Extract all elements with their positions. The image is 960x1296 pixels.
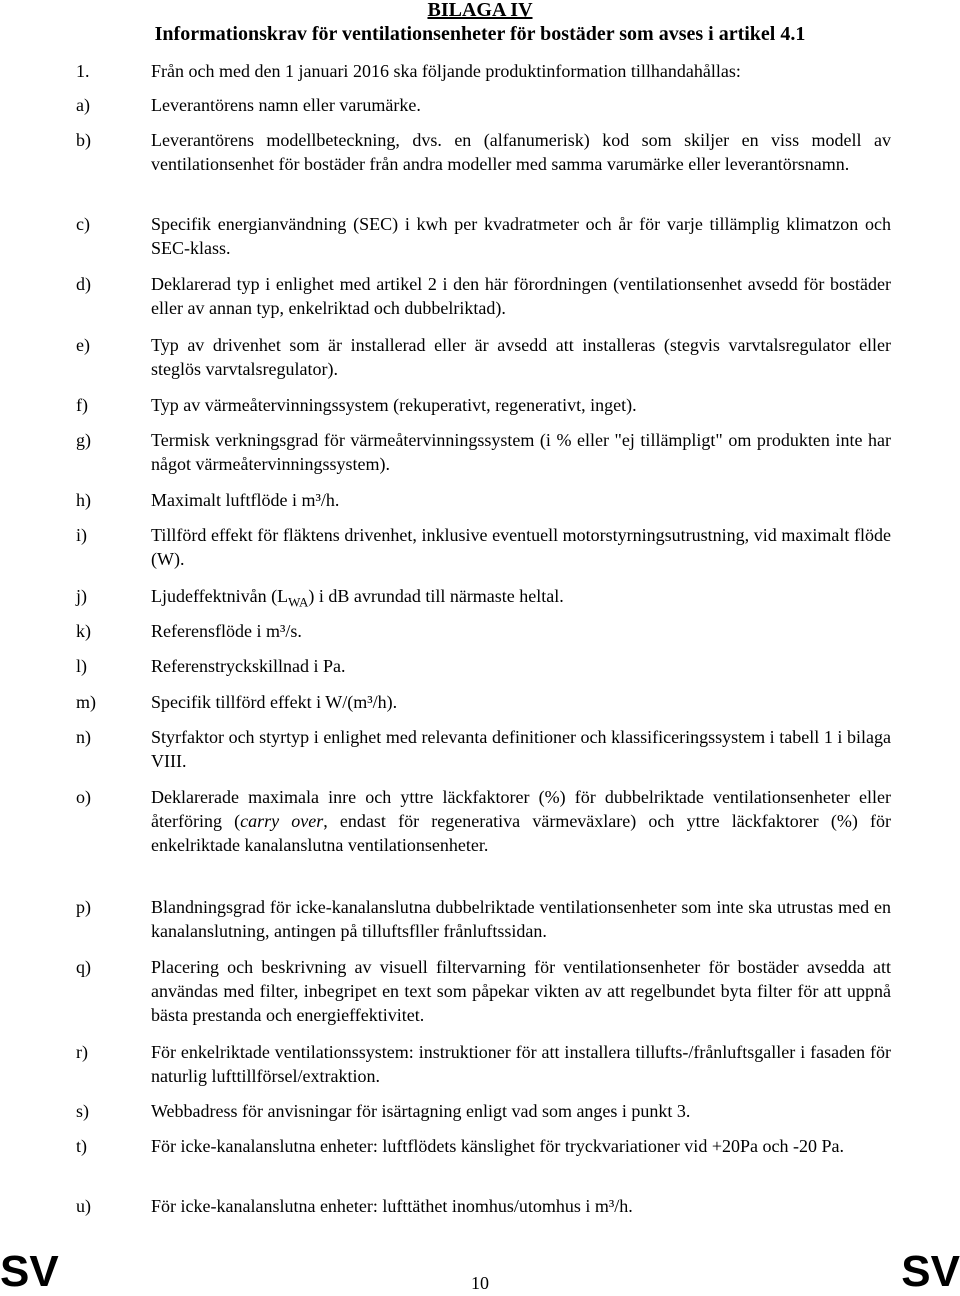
list-item-l (76, 654, 891, 678)
item-text-after: , endast för regenerativa värmeväxlare) och yttre läckfaktorer (%) för enkelriktade kanalanslutna ventilationsenheter. (151, 811, 891, 855)
item-text: Typ av värmeåtervinningssystem (rekuperativt, regenerativt, inget). (151, 395, 637, 415)
list-item-p (76, 895, 891, 943)
item-text: Maximalt luftflöde i m³/h. (151, 490, 340, 510)
intro-number: 1. (76, 61, 90, 81)
item-label: d) (76, 274, 91, 294)
list-item-c (76, 212, 891, 260)
item-text (151, 785, 891, 857)
item-label: e) (76, 335, 90, 355)
item-text: Leverantörens modellbeteckning, dvs. en (alfanumerisk) kod som skiljer en viss modell av ventilationsenhet för bostäder från andra modeller med samma varumärke eller leverantörsnamn. (151, 130, 891, 174)
language-code-left: SV (0, 1247, 59, 1296)
list-item-b (76, 128, 891, 176)
item-label: r) (76, 1042, 88, 1062)
list-item-n (76, 725, 891, 773)
item-label: t) (76, 1136, 87, 1156)
intro-text: Från och med den 1 januari 2016 ska följande produktinformation tillhandahållas: (151, 61, 741, 81)
item-text: Referensflöde i m³/s. (151, 621, 302, 641)
item-label: s) (76, 1101, 89, 1121)
list-item-j (76, 584, 891, 608)
item-text: Leverantörens namn eller varumärke. (151, 95, 421, 115)
list-item-k (76, 619, 891, 643)
item-text: Specifik energianvändning (SEC) i kwh per kvadratmeter och år för varje tillämplig klimatzon och SEC-klass. (151, 214, 891, 258)
item-label: k) (76, 621, 91, 641)
intro-paragraph (76, 59, 891, 83)
list-item-m (76, 690, 891, 714)
item-text: För icke-kanalanslutna enheter: lufttäthet inomhus/utomhus i m³/h. (151, 1196, 633, 1216)
item-text: Specifik tillförd effekt i W/(m³/h). (151, 692, 398, 712)
item-text: Typ av drivenhet som är installerad eller är avsedd att installeras (stegvis varvtalsregulator eller steglös varvtalsregulator). (151, 335, 891, 379)
item-label: g) (76, 430, 91, 450)
list-item-h (76, 488, 891, 512)
item-label: j) (76, 586, 87, 606)
item-text: Deklarerad typ i enlighet med artikel 2 i den här förordningen (ventilationsenhet avsedd för bostäder eller av annan typ, enkelriktad och dubbelriktad). (151, 274, 891, 318)
item-text: Referenstryckskillnad i Pa. (151, 656, 346, 676)
list-item-u (76, 1194, 891, 1218)
item-text-before: Deklarerade maximala inre och yttre läckfaktorer (%) för dubbelriktade ventilationsenheter eller återföring ( (151, 787, 891, 831)
item-text (151, 584, 891, 608)
annex-subtitle: Informationskrav för ventilationsenheter för bostäder som avses i artikel 4.1 (154, 23, 806, 45)
item-text: Webbadress för anvisningar för isärtagning enligt vad som anges i punkt 3. (151, 1101, 691, 1121)
list-item-f (76, 393, 891, 417)
item-text-after: ) i dB avrundad till närmaste heltal. (308, 586, 564, 606)
item-text: Tillförd effekt för fläktens drivenhet, inklusive eventuell motorstyrningsutrustning, vid maximalt flöde (W). (151, 525, 891, 569)
item-label: f) (76, 395, 88, 415)
list-item-r (76, 1040, 891, 1088)
item-subscript: WA (288, 594, 309, 610)
item-label: a) (76, 95, 90, 115)
item-label: l) (76, 656, 87, 676)
item-label: i) (76, 525, 87, 545)
item-label: m) (76, 692, 96, 712)
item-label: n) (76, 727, 91, 747)
item-text: Termisk verkningsgrad för värmeåtervinningssystem (i % eller "ej tillämpligt" om produkten inte har något värmeåtervinningssystem). (151, 430, 891, 474)
list-item-a (76, 93, 891, 117)
item-label: h) (76, 490, 91, 510)
list-item-t (76, 1134, 891, 1158)
item-label: u) (76, 1196, 91, 1216)
item-text: För enkelriktade ventilationssystem: instruktioner för att installera tillufts-/frånluftsgaller i fasaden för naturlig lufttillförsel/extraktion. (151, 1042, 891, 1086)
item-text: Placering och beskrivning av visuell filtervarning för ventilationsenheter för bostäder avsedda att användas med filter, inbegripet en text som påpekar vikten av att regelbundet byta filter för att uppnå bästa prestanda och energieffektivitet. (151, 957, 891, 1025)
list-item-i (76, 523, 891, 571)
item-label: p) (76, 897, 91, 917)
list-item-g (76, 428, 891, 476)
language-code-right: SV (901, 1247, 960, 1296)
item-text-before: Ljudeffektnivån (L (151, 586, 289, 606)
item-label: q) (76, 957, 91, 977)
page-number: 10 (471, 1273, 489, 1293)
item-label: c) (76, 214, 90, 234)
list-item-q (76, 955, 891, 1027)
list-item-s (76, 1099, 891, 1123)
item-label: b) (76, 130, 91, 150)
list-item-o (76, 785, 891, 857)
item-text: Styrfaktor och styrtyp i enlighet med relevanta definitioner och klassificeringssystem i tabell 1 i bilaga VIII. (151, 727, 891, 771)
list-item-d (76, 272, 891, 320)
item-text: Blandningsgrad för icke-kanalanslutna dubbelriktade ventilationsenheter som inte ska utrustas med en kanalanslutning, antingen på tilluftsfller frånluftssidan. (151, 897, 891, 941)
list-item-e (76, 333, 891, 381)
item-italic: carry over (240, 811, 324, 831)
item-text: För icke-kanalanslutna enheter: luftflödets känslighet för tryckvariationer vid +20Pa och -20 Pa. (151, 1136, 844, 1156)
annex-title: BILAGA IV (427, 0, 533, 21)
item-label: o) (76, 787, 91, 807)
